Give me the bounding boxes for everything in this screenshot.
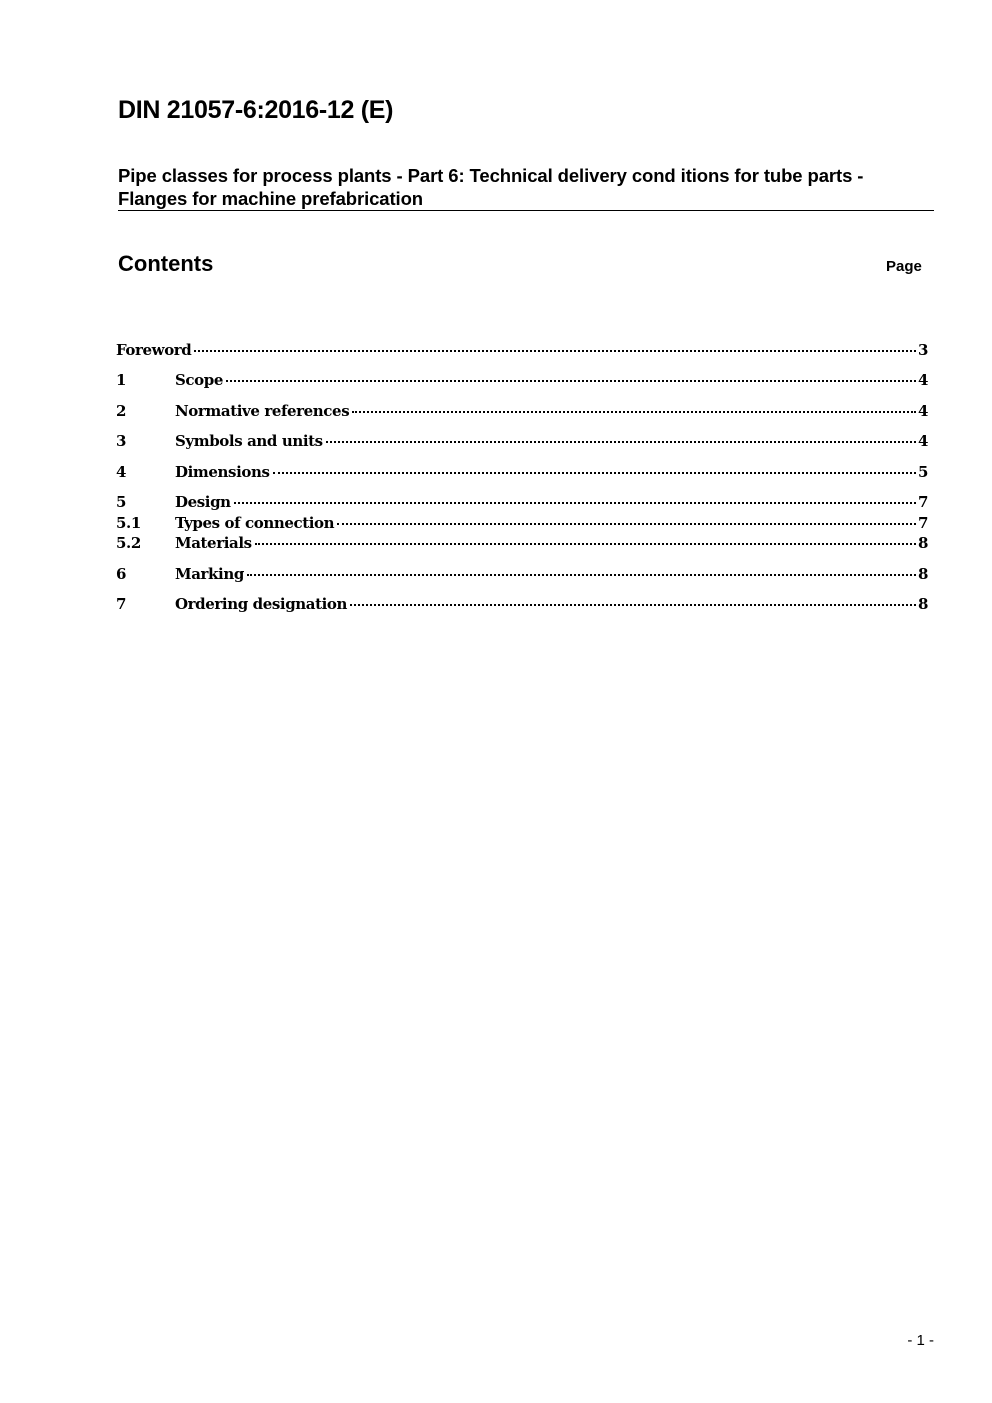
toc-entry-number: 5.1 [116, 514, 141, 532]
toc-entry-title: Symbols and units [175, 432, 323, 450]
toc-entry-title: Types of connection [175, 514, 335, 532]
toc-entry-page: 8 [918, 595, 929, 613]
toc-entry-number: 2 [116, 402, 127, 420]
footer-page-number: - 1 - [907, 1332, 934, 1349]
toc-entry-page: 4 [918, 371, 929, 389]
toc-entry-number: 1 [116, 371, 127, 389]
dot-leader [194, 350, 916, 352]
page-column-label: Page [886, 258, 922, 275]
document-subtitle: Pipe classes for process plants - Part 6: Technical delivery cond itions for tube parts - Flanges for machine prefabrication [118, 165, 864, 209]
dot-leader [326, 441, 916, 443]
toc-entry-page: 4 [918, 432, 929, 450]
toc-entry-number: 5 [116, 493, 127, 511]
toc-entry-page: 8 [918, 565, 929, 583]
title-rule [118, 210, 934, 211]
toc-entry-page: 5 [918, 463, 929, 481]
toc-entry-types-of-connection[interactable] [116, 513, 928, 533]
toc-entry-number: 6 [116, 565, 127, 583]
toc-entry-page: 3 [918, 341, 929, 359]
toc-entry-dimensions[interactable] [116, 462, 928, 482]
toc-entry-page: 4 [918, 402, 929, 420]
toc-entry-title: Foreword [116, 341, 192, 359]
toc-entry-symbols-and-units[interactable] [116, 431, 928, 451]
toc-entry-page: 8 [918, 534, 929, 552]
dot-leader [247, 574, 916, 576]
document-id: DIN 21057-6:2016-12 (E) [118, 96, 394, 124]
toc-entry-title: Ordering designation [175, 595, 348, 613]
toc-entry-page: 7 [918, 493, 929, 511]
toc-entry-page: 7 [918, 514, 929, 532]
dot-leader [352, 411, 916, 413]
toc-entry-number: 3 [116, 432, 127, 450]
toc-entry-title: Materials [175, 534, 252, 552]
toc-entry-number: 7 [116, 595, 127, 613]
dot-leader [255, 543, 916, 545]
toc-entry-title: Dimensions [175, 463, 270, 481]
toc-entry-title: Design [175, 493, 231, 511]
toc-entry-scope[interactable] [116, 370, 928, 390]
toc-entry-foreword[interactable] [116, 340, 928, 360]
dot-leader [273, 472, 916, 474]
toc-entry-title: Normative references [175, 402, 350, 420]
contents-heading: Contents [118, 251, 214, 276]
toc-entry-number: 5.2 [116, 534, 141, 552]
dot-leader [226, 380, 916, 382]
toc-entry-title: Marking [175, 565, 244, 583]
toc-entry-ordering-designation[interactable] [116, 594, 928, 614]
dot-leader [234, 502, 916, 504]
toc-entry-materials[interactable] [116, 533, 928, 553]
toc-entry-design[interactable] [116, 492, 928, 512]
toc-entry-title: Scope [175, 371, 224, 389]
toc-entry-normative-references[interactable] [116, 401, 928, 421]
dot-leader [337, 523, 916, 525]
toc-entry-number: 4 [116, 463, 127, 481]
dot-leader [350, 604, 916, 606]
toc-entry-marking[interactable] [116, 564, 928, 584]
